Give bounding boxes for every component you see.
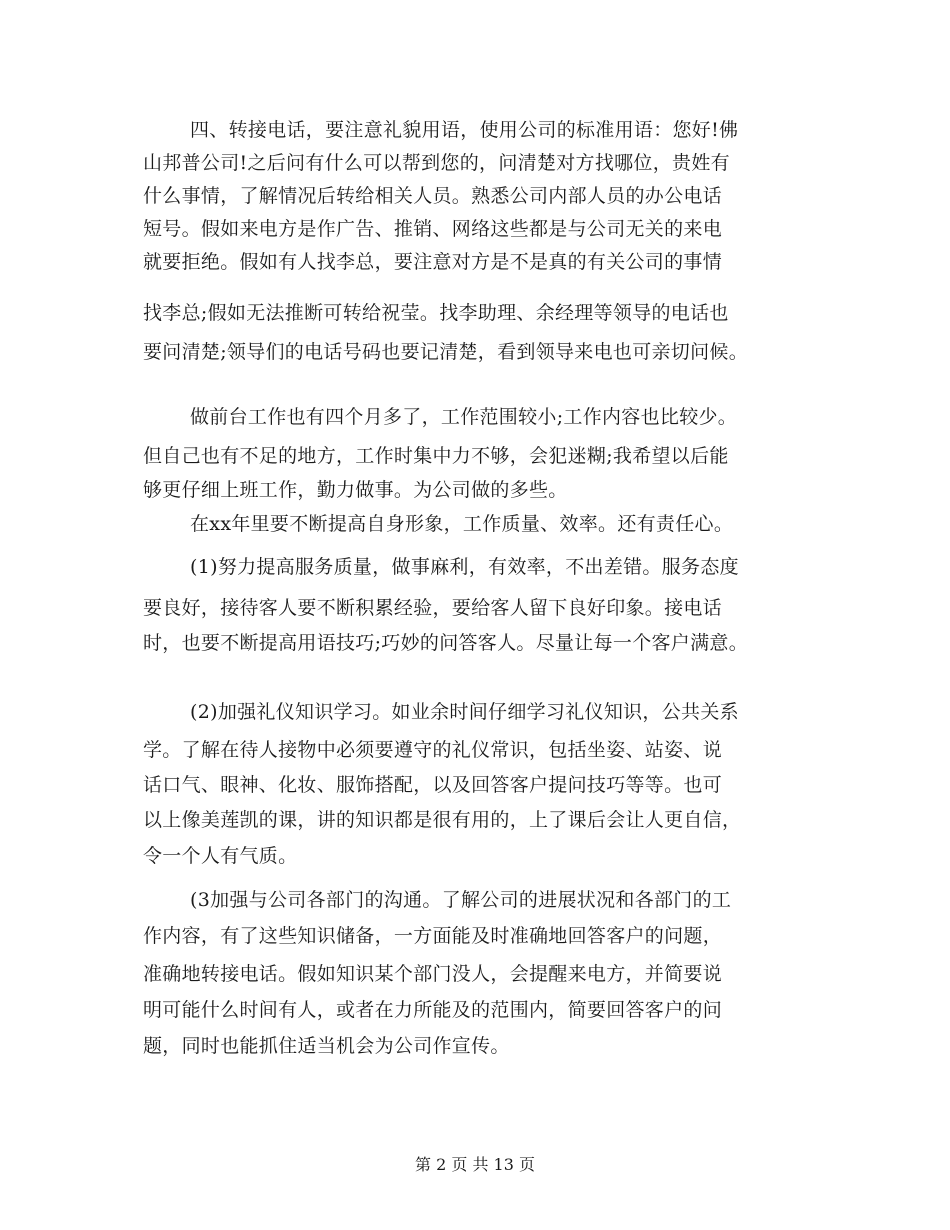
text-line: 四、转接电话，要注意礼貌用语，使用公司的标准用语：您好!佛 bbox=[190, 119, 739, 141]
text-line: 以上像美莲凯的课，讲的知识都是很有用的，上了课后会让人更自信， bbox=[143, 809, 742, 831]
text-line: (2)加强礼仪知识学习。如业余时间仔细学习礼仪知识，公共关系 bbox=[190, 701, 739, 723]
text-line: 明可能什么时间有人，或者在力所能及的范围内，简要回答客户的问 bbox=[143, 999, 723, 1021]
text-line: 学。了解在待人接物中必须要遵守的礼仪常识，包括坐姿、站姿、说 bbox=[143, 739, 723, 761]
text-line: 山邦普公司!之后问有什么可以帮到您的，问清楚对方找哪位，贵姓有 bbox=[143, 152, 730, 174]
page-footer: 第 2 页 共 13 页 bbox=[415, 1155, 535, 1174]
text-line: 话口气、眼神、化妆、服饰搭配，以及回答客户提问技巧等等。也可 bbox=[143, 774, 723, 796]
text-line: 要良好，接待客人要不断积累经验，要给客人留下良好印象。接电话 bbox=[143, 597, 723, 619]
text-line: 够更仔细上班工作，勤力做事。为公司做的多些。 bbox=[143, 479, 568, 501]
text-line: 作内容，有了这些知识储备，一方面能及时准确地回答客户的问题， bbox=[143, 925, 723, 947]
text-line: 时，也要不断提高用语技巧;巧妙的问答客人。尽量让每一个客户满意。 bbox=[143, 632, 749, 654]
text-line: 短号。假如来电方是作广告、推销、网络这些都是与公司无关的来电 bbox=[143, 218, 723, 240]
text-line: (3加强与公司各部门的沟通。了解公司的进展状况和各部门的工 bbox=[190, 889, 732, 911]
text-line: 做前台工作也有四个月多了，工作范围较小;工作内容也比较少。 bbox=[190, 406, 738, 428]
text-line: 令一个人有气质。 bbox=[143, 845, 298, 867]
text-line: 准确地转接电话。假如知识某个部门没人，会提醒来电方，并简要说 bbox=[143, 963, 723, 985]
text-line: 找李总;假如无法推断可转给祝莹。找李助理、余经理等领导的电话也 bbox=[143, 302, 729, 324]
text-line: 但自己也有不足的地方，工作时集中力不够，会犯迷糊;我希望以后能 bbox=[143, 445, 729, 467]
text-line: 要问清楚;领导们的电话号码也要记清楚，看到领导来电也可亲切问候。 bbox=[143, 341, 749, 363]
text-line: (1)努力提高服务质量，做事麻利，有效率，不出差错。服务态度 bbox=[190, 556, 739, 578]
text-line: 什么事情，了解情况后转给相关人员。熟悉公司内部人员的办公电话 bbox=[143, 185, 723, 207]
text-line: 就要拒绝。假如有人找李总，要注意对方是不是真的有关公司的事情 bbox=[143, 251, 723, 273]
text-line: 在xx年里要不断提高自身形象，工作质量、效率。还有责任心。 bbox=[190, 513, 734, 535]
text-line: 题，同时也能抓住适当机会为公司作宣传。 bbox=[143, 1035, 510, 1057]
